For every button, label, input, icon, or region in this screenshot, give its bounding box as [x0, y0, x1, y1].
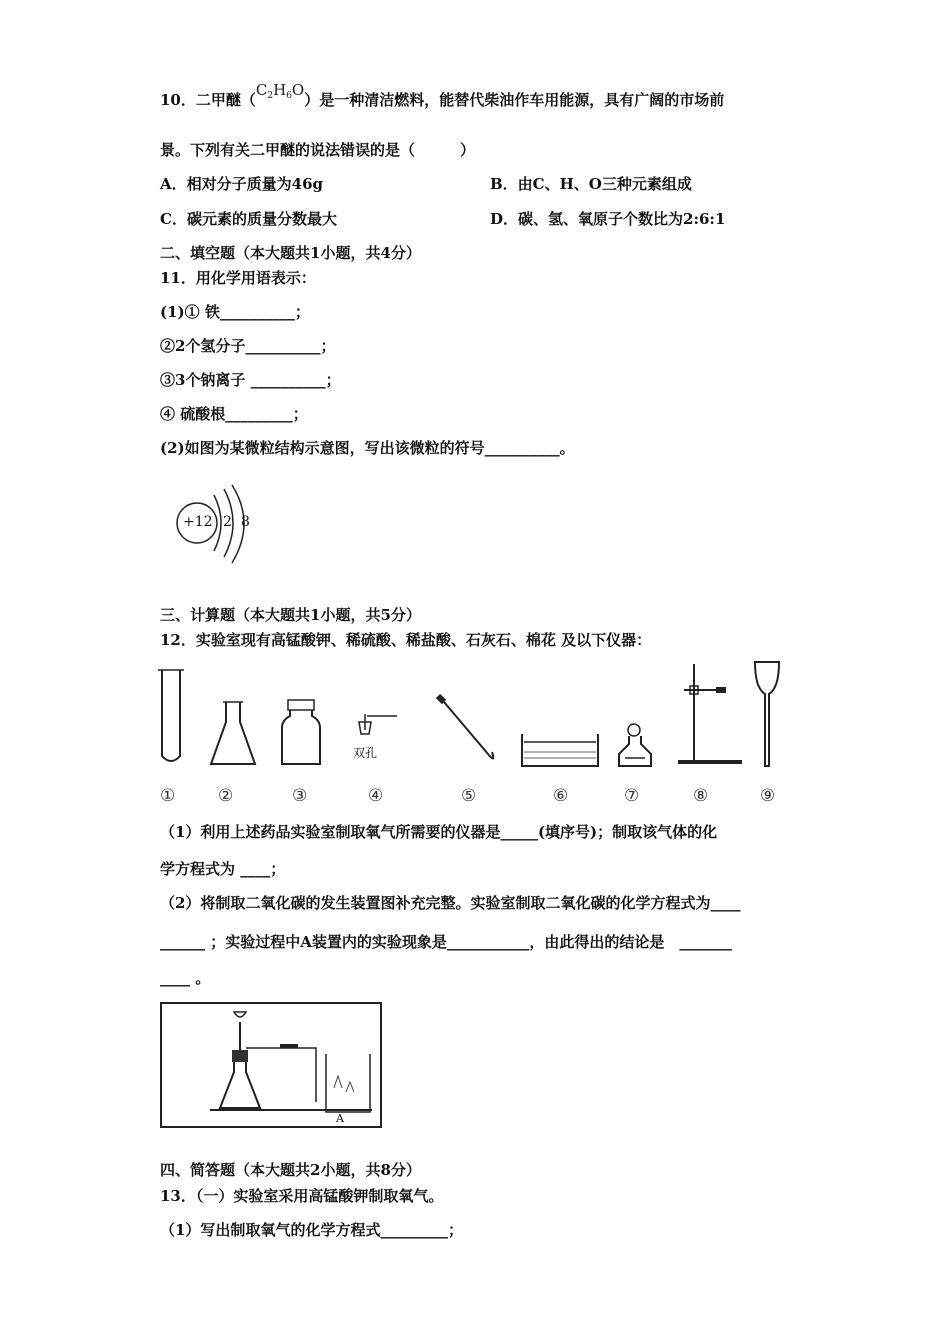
q12-part2-line1: （2）将制取二氧化碳的发生装置图补充完整。实验室制取二氧化碳的化学方程式为____	[160, 894, 741, 912]
q11-part2: (2)如图为某微粒结构示意图，写出该微粒的符号__________。	[160, 439, 575, 457]
q12-part1-line2: 学方程式为 ____；	[160, 860, 286, 878]
label-8: ⑧	[693, 786, 709, 806]
q12-part1-line1: （1）利用上述药品实验室制取氧气所需要的仪器是_____(填序号)；制取该气体的化	[160, 823, 718, 841]
q11-title: 11．用化学用语表示：	[160, 269, 316, 287]
test-tube-icon	[158, 668, 184, 768]
q12-title: 12．实验室现有高锰酸钾、稀硫酸、稀盐酸、石灰石、棉花 及以下仪器：	[160, 631, 652, 649]
label-5: ⑤	[461, 786, 477, 806]
conical-flask-icon	[208, 700, 258, 768]
q12-part2-line2: ______ ；实验过程中A装置内的实验现象是___________，由此得出的结论是 _______	[160, 933, 732, 951]
label-9: ⑨	[760, 786, 776, 806]
section3-heading: 三、计算题（本大题共1小题，共5分）	[160, 606, 421, 624]
label-4: ④	[368, 786, 384, 806]
atom-nucleus-charge: +12	[183, 514, 213, 530]
long-neck-funnel-icon	[752, 656, 782, 770]
q12-part2-line3: ____ 。	[160, 969, 211, 987]
section2-heading: 二、填空题（本大题共1小题，共4分）	[160, 244, 421, 262]
alcohol-lamp-icon	[615, 722, 655, 770]
co2-apparatus-figure	[160, 1002, 382, 1130]
label-6: ⑥	[553, 786, 569, 806]
dimethyl-ether-formula: $C_2H_6O$	[255, 81, 305, 101]
label-1: ①	[160, 786, 176, 806]
bent-tube-icon	[432, 690, 504, 770]
q13-title: 13．（一）实验室采用高锰酸钾制取氧气。	[160, 1187, 444, 1205]
q10-option-a: A．相对分子质量为46g	[160, 175, 324, 193]
water-trough-icon	[520, 730, 600, 770]
q10-option-b: B．由C、H、O三种元素组成	[490, 175, 692, 193]
stopper-label: 双孔	[353, 746, 378, 760]
q10-option-d: D．碳、氢、氧原子个数比为2:6:1	[490, 210, 726, 228]
atom-shell-2: 8	[241, 514, 250, 530]
q11-item-4: ④ 硫酸根_________；	[160, 405, 308, 423]
q11-item-2: ②2个氢分子__________；	[160, 337, 336, 355]
apparatus-label-a: A	[336, 1112, 344, 1125]
label-7: ⑦	[624, 786, 640, 806]
q10-line1: 10．二甲醚$(C_2H_6O)$是一种清洁燃料，能替代柴油作车用能源，具有广阔的市场前	[160, 81, 725, 109]
q10-option-c: C．碳元素的质量分数最大	[160, 210, 337, 228]
wide-mouth-bottle-icon	[280, 698, 322, 768]
atom-shell-1: 2	[223, 514, 232, 530]
iron-stand-icon	[676, 660, 746, 770]
two-hole-stopper-icon	[353, 712, 403, 746]
section4-heading: 四、简答题（本大题共2小题，共8分）	[160, 1161, 421, 1179]
q11-item-1: (1)① 铁__________；	[160, 303, 310, 321]
q11-item-3: ③3个钠离子 __________；	[160, 371, 341, 389]
q10-line2: 景。下列有关二甲醚的说法错误的是（ ）	[160, 141, 476, 159]
label-3: ③	[292, 786, 308, 806]
q13-part1: （1）写出制取氧气的化学方程式_________；	[160, 1221, 463, 1239]
label-2: ②	[218, 786, 234, 806]
